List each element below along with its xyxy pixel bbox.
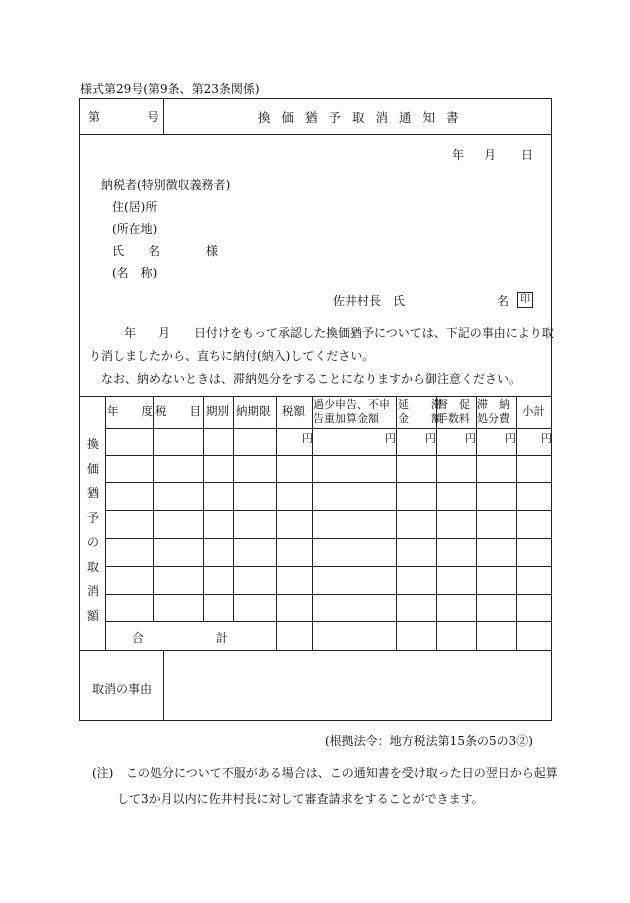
table-row-line	[105, 594, 552, 595]
date-year: 年	[452, 148, 465, 162]
yen-unit: 円	[505, 432, 516, 445]
taxpayer-label: 納税者(特別徴収義務者)	[101, 178, 231, 192]
table-column-line	[396, 396, 397, 650]
notice-line-1: 日付けをもって承認した換価猶予については、下記の事由により取	[194, 326, 554, 340]
table-row-line	[105, 566, 552, 567]
table-column-line	[233, 396, 234, 621]
header-delay-line-2: 金 額	[398, 412, 442, 425]
total-label: 合 計	[132, 631, 229, 645]
date-day: 日	[521, 148, 534, 162]
sender-name-suffix: 名	[497, 294, 510, 308]
header-penalty-line-1: 過少申告、不申	[313, 398, 390, 411]
document-title: 換価猶予取消通知書	[258, 110, 470, 125]
yen-unit: 円	[425, 432, 436, 445]
yen-unit: 円	[541, 432, 552, 445]
notice-year: 年	[124, 326, 137, 340]
corporate-name-label: (名 称)	[112, 266, 158, 280]
header-tax-amount: 税額	[282, 404, 305, 418]
yen-unit: 円	[465, 432, 476, 445]
header-tax-item: 税 目	[155, 404, 201, 418]
cancellation-reason-label: 取消の事由	[92, 682, 153, 696]
seal-stamp-mark: 印	[517, 292, 533, 308]
header-subtotal: 小計	[522, 404, 545, 418]
notice-line-3: なお、納めないときは、滞納処分をすることになりますから御注意ください。	[101, 372, 522, 386]
document-number-suffix: 号	[147, 110, 160, 124]
notice-month: 月	[158, 326, 171, 340]
header-fiscal-year: 年 度	[107, 404, 153, 418]
table-row-line	[105, 510, 552, 511]
table-header-bottom	[105, 428, 552, 429]
table-column-line	[476, 396, 477, 650]
table-row-line	[105, 538, 552, 539]
header-vertical-divider	[163, 98, 164, 134]
table-bottom-border	[79, 650, 552, 651]
table-column-line	[203, 396, 204, 621]
form-number-label: 様式第29号(第9条、第23条関係)	[80, 82, 260, 96]
legal-basis: (根拠法令：地方税法第15条の5の3②)	[325, 734, 533, 748]
yen-unit: 円	[302, 432, 313, 445]
header-cost-line-1: 滞 納	[477, 398, 510, 411]
header-divider	[79, 134, 552, 135]
date-month: 月	[484, 148, 497, 162]
yen-unit: 円	[385, 432, 396, 445]
note-line-1: この処分について不服がある場合は、この通知書を受け取った日の翌日から起算	[126, 766, 558, 780]
sama-honorific: 様	[206, 244, 219, 258]
sender-title: 佐井村長 氏	[333, 294, 406, 308]
header-delay-line-1: 延 滞	[398, 398, 442, 411]
table-column-line	[153, 396, 154, 621]
note-mark: (注)	[92, 766, 114, 780]
reason-divider	[163, 650, 164, 721]
header-cost-line-2: 処分費	[477, 412, 510, 425]
cancellation-amount-row-label: 換価猶予の取消額	[86, 437, 99, 623]
header-fee-line-2: 手数料	[437, 412, 470, 425]
header-period: 期別	[206, 404, 229, 418]
address-label: 住(居)所	[112, 200, 158, 214]
table-row-line	[105, 621, 552, 622]
notice-line-2: り消しましたから、直ちに納付(納入)してください。	[89, 349, 375, 363]
table-row-line	[105, 455, 552, 456]
header-fee-line-1: 督 促	[437, 398, 470, 411]
table-column-line	[516, 396, 517, 650]
table-column-line	[105, 396, 106, 650]
document-number-prefix: 第	[88, 110, 101, 124]
header-penalty-line-2: 告重加算金額	[313, 412, 379, 425]
header-due-date: 納期限	[236, 404, 271, 418]
note-line-2: して3か月以内に佐井村長に対して審査請求をすることができます。	[117, 792, 484, 806]
table-top-border	[79, 396, 552, 397]
name-label: 氏 名	[112, 244, 161, 258]
table-column-line	[436, 396, 437, 650]
table-row-line	[105, 482, 552, 483]
location-label: (所在地)	[112, 222, 158, 236]
table-column-line	[276, 396, 277, 650]
